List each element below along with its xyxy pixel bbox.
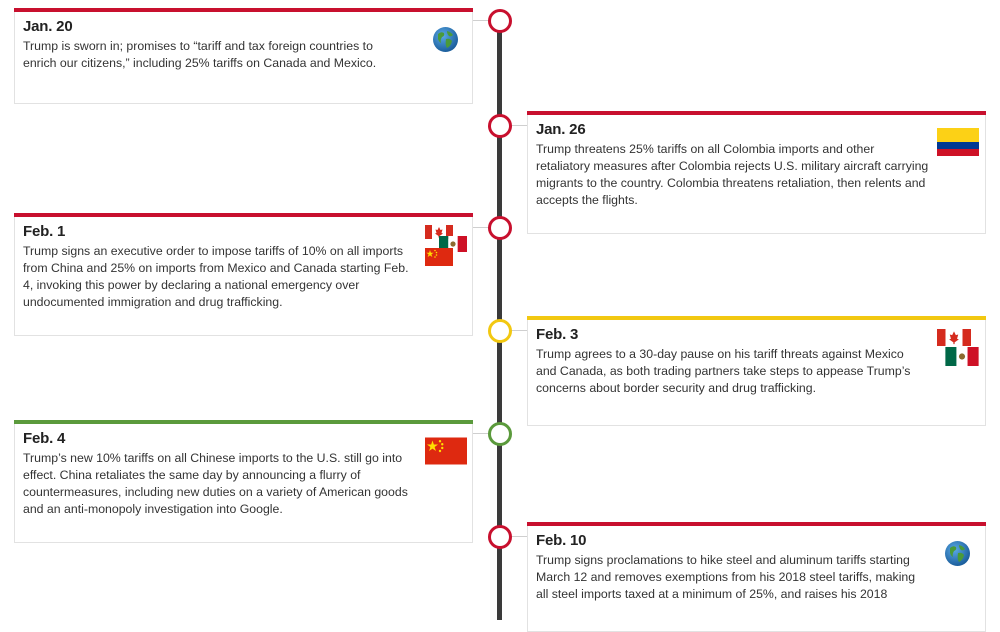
event-description: Trump signs proclamations to hike steel and aluminum tariffs starting March 12 and removes exemptions from his 2018 steel tariffs, making all steel imports taxed at a minimum of 25%, and raises his 2018 xyxy=(536,553,916,601)
event-card-feb-10 xyxy=(527,522,986,632)
status-bar xyxy=(527,522,986,526)
event-description: Trump is sworn in; promises to “tariff and tax foreign countries to enrich our citizens,” including 25% tariffs on Canada and Mexico. xyxy=(23,39,377,70)
connector xyxy=(510,125,527,126)
event-card-jan-20 xyxy=(14,8,473,104)
china-flag-icon xyxy=(425,248,453,266)
connector xyxy=(510,536,527,537)
status-bar xyxy=(527,111,986,115)
event-date: Jan. 20 xyxy=(23,18,73,35)
timeline-node xyxy=(488,9,512,33)
event-date: Feb. 4 xyxy=(23,430,66,447)
connector xyxy=(510,330,527,331)
status-bar xyxy=(14,213,473,217)
status-bar xyxy=(14,420,473,424)
globe-icon xyxy=(432,26,459,53)
china-flag-icon xyxy=(425,437,467,465)
globe-icon xyxy=(944,540,971,567)
canada-flag-icon xyxy=(937,329,971,346)
event-description: Trump signs an executive order to impose tariffs of 10% on all imports from China and 25% on imports from Mexico and Canada starting Feb. 4, invoking this power by declaring a national emergency over undocumented immigration and drug trafficking. xyxy=(23,244,409,309)
event-description: Trump threatens 25% tariffs on all Colombia imports and other retaliatory measures after Colombia rejects U.S. military aircraft carrying migrants to the country. Colombia threatens retaliation, then relents and accepts the flights. xyxy=(536,142,929,207)
timeline-node xyxy=(488,319,512,343)
colombia-flag-icon xyxy=(937,128,979,156)
mexico-flag-icon xyxy=(945,347,979,366)
event-date: Feb. 1 xyxy=(23,223,66,240)
timeline-node xyxy=(488,216,512,240)
event-card-feb-3 xyxy=(527,316,986,426)
timeline-node xyxy=(488,525,512,549)
status-bar xyxy=(527,316,986,320)
event-date: Feb. 10 xyxy=(536,532,587,549)
timeline-node xyxy=(488,422,512,446)
event-card-feb-1 xyxy=(14,213,473,336)
event-description: Trump’s new 10% tariffs on all Chinese imports to the U.S. still go into effect. China retaliates the same day by announcing a flurry of countermeasures, including new duties on a variety of American goods and an anti-monopoly investigation into Google. xyxy=(23,451,408,516)
timeline-node xyxy=(488,114,512,138)
event-date: Jan. 26 xyxy=(536,121,586,138)
event-date: Feb. 3 xyxy=(536,326,579,343)
event-card-feb-4 xyxy=(14,420,473,543)
event-description: Trump agrees to a 30-day pause on his tariff threats against Mexico and Canada, as both trading partners take steps to appease Trump’s concerns about border security and drug trafficking. xyxy=(536,347,911,395)
event-card-jan-26 xyxy=(527,111,986,234)
status-bar xyxy=(14,8,473,12)
